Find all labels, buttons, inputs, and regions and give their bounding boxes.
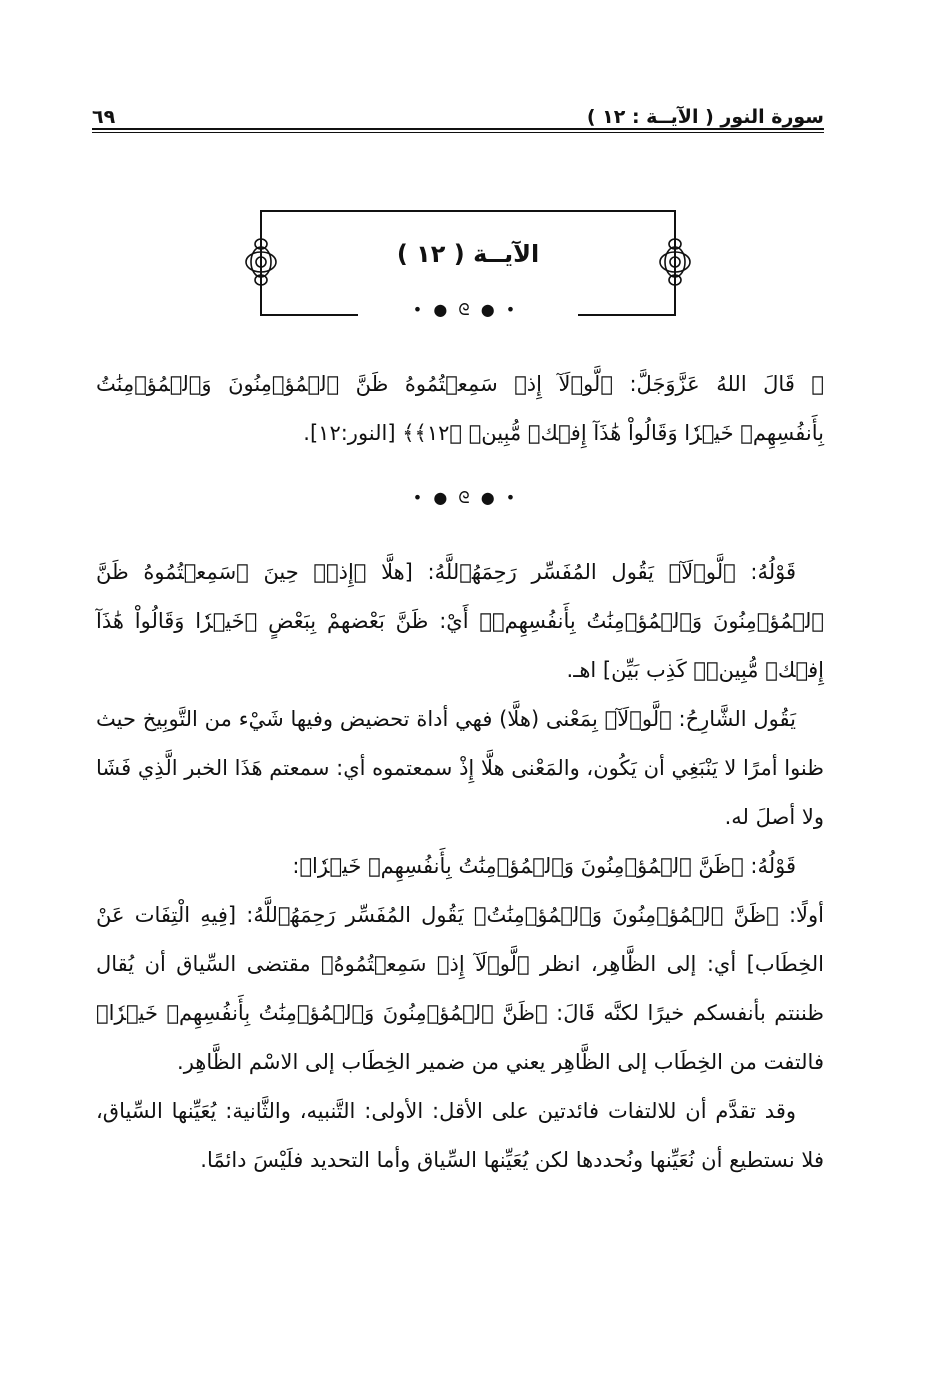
header-rule-thin [92,132,824,133]
header-rule [92,128,824,130]
paragraph: وقد تقدَّم أن للالتفات فائدتين على الأقل: الأولى: التَّنبيه، والثَّانية: يُعَيِّنها السِّياق، فلا نستطيع أن نُعَيِّنها ونُحددها لكن يُعَيِّنها السِّياق وأما التحديد فلَيْسَ دائمًا. [96,1099,824,1172]
paragraph: قَوْلُهُ: ﴿ظَنَّ ٱلۡمُؤۡمِنُونَ وَٱلۡمُؤۡمِنَٰتُ بِأَنفُسِهِمۡ خَيۡرٗا﴾: [292,854,796,878]
verse-text: ۞ قَالَ اللهُ عَزَّوَجَلَّ: ﴿لَّوۡلَآ إِذۡ سَمِعۡتُمُوهُ ظَنَّ ٱلۡمُؤۡمِنُونَ وَٱلۡمُؤۡمِنَٰتُ بِأَنفُسِهِمۡ خَيۡرٗا وَقَالُواْ هَٰذَآ إِفۡكٞ مُّبِينٞ ﴿١٢﴾﴾ [النور:١٢]. [96,372,824,445]
page-number: ٦٩ [92,106,116,128]
running-title: سورة النور ( الآيــة : ١٢ ) [586,106,824,128]
commentary-block [96,548,824,1185]
paragraph: يَقُول الشَّارِحُ: ﴿لَّوۡلَآ﴾ بِمَعْنى (هلَّا) فهي أداة تحضيض وفيها شَيْء من التَّوبِيخ حيث ظنوا أمرًا لا يَنْبَغِي أن يَكُون، والمَعْنى هلَّا إِذْ سمعتموه أي: سمعتم هَذَا الخبر الَّذِي فَشَا ولا أصلَ له. [96,707,824,829]
title-ornament: • ● ᘓ ● • [412,300,519,319]
running-head [92,92,824,128]
paragraph: قَوْلُهُ: ﴿لَّوۡلَآ﴾ يَقُول المُفَسِّر رَحِمَهُٱللَّهُ: [هلَّا ﴿إِذۡ﴾ حِينَ ﴿سَمِعۡتُمُوهُ ظَنَّ ٱلۡمُؤۡمِنُونَ وَٱلۡمُؤۡمِنَٰتُ بِأَنفُسِهِمۡ﴾ أَيْ: ظَنَّ بَعْضهمْ بِبَعْضٍ ﴿خَيۡرٗا وَقَالُواْ هَٰذَآ إِفۡكٞ مُّبِينٞ﴾ كَذِب بَيِّن] اهـ. [96,560,824,682]
verse-block [96,360,824,458]
separator-ornament: • ● ᘓ ● • [412,488,519,507]
paragraph: أولًا: ﴿ظَنَّ ٱلۡمُؤۡمِنُونَ وَٱلۡمُؤۡمِنَٰتُ﴾ يَقُول المُفَسِّر رَحِمَهُٱللَّهُ: [فِيهِ الْتِفَات عَنْ الخِطَاب] أي: إلى الظَّاهِر، انظر ﴿لَّوۡلَآ إِذۡ سَمِعۡتُمُوهُ﴾ مقتضى السِّياق أن يُقال ظننتم بأنفسكم خيرًا لكنَّه قَالَ: ﴿ظَنَّ ٱلۡمُؤۡمِنُونَ وَٱلۡمُؤۡمِنَٰتُ بِأَنفُسِهِمۡ خَيۡرٗا﴾ فالتفت من الخِطَاب إلى الظَّاهِر يعني من ضمير الخِطَاب إلى الاسْم الظَّاهِر. [96,903,824,1074]
section-title: الآيــة ( ١٢ ) [396,240,540,268]
